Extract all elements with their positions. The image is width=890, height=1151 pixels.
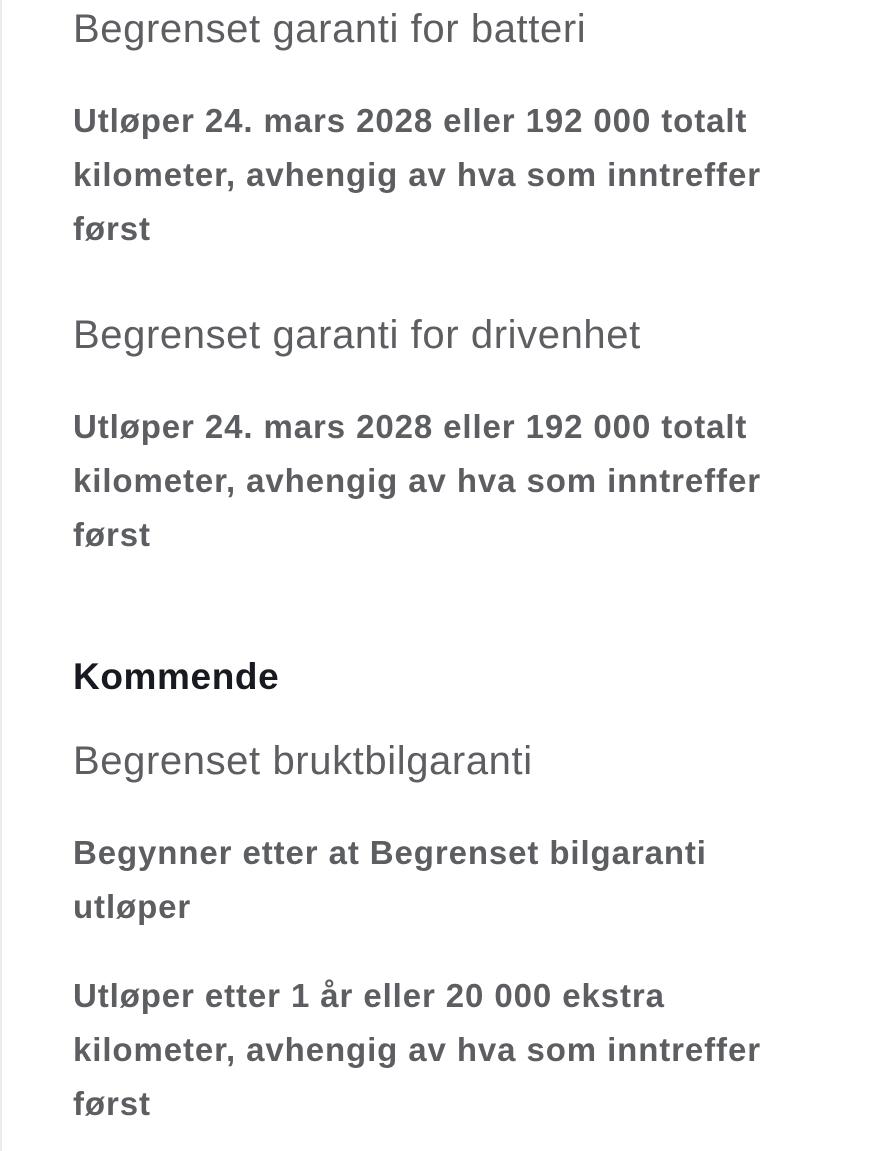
used-vehicle-warranty-title: Begrenset bruktbilgaranti: [73, 739, 533, 783]
used-vehicle-warranty-expiry: Utløper etter 1 år eller 20 000 ekstra kilometer, avhengig av hva som inntreffer først: [73, 977, 761, 1122]
page-left-border: [0, 0, 2, 1151]
drive-unit-warranty-title: Begrenset garanti for drivenhet: [73, 313, 641, 357]
upcoming-section-heading: Kommende: [73, 656, 280, 697]
drive-unit-warranty-expiry: Utløper 24. mars 2028 eller 192 000 totalt kilometer, avhengig av hva som inntreffer først: [73, 408, 761, 553]
used-vehicle-warranty-start: Begynner etter at Begrenset bilgaranti utløper: [73, 834, 707, 925]
battery-warranty-expiry: Utløper 24. mars 2028 eller 192 000 totalt kilometer, avhengig av hva som inntreffer først: [73, 102, 761, 247]
battery-warranty-title: Begrenset garanti for batteri: [73, 7, 587, 51]
